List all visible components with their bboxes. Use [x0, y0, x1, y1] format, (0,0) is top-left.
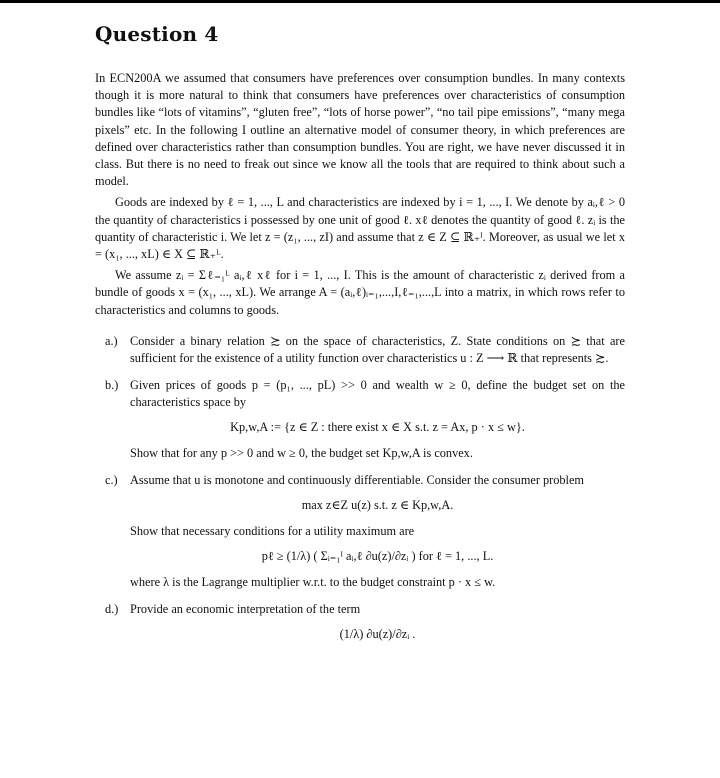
part-b-text: Given prices of goods p = (p₁, ..., pL) >> 0 and wealth w ≥ 0, define the budget set on the characteristics space by: [130, 377, 625, 409]
question-title: Question 4: [95, 22, 219, 46]
part-d: [95, 601, 625, 643]
part-c-mid: Show that necessary conditions for a utility maximum are: [130, 523, 415, 538]
intro-paragraph-2: Goods are indexed by ℓ = 1, ..., L and characteristics are indexed by i = 1, ..., I. We denote by aᵢ,ℓ > 0 the quantity of characteristics i possessed by one unit of good ℓ. xℓ denotes the quantity of good ℓ. zᵢ is the quantity of characteristic i. We let z = (z₁, ..., zI) and assume that z ∈ Z ⊆ ℝ₊ᴵ. Moreover, as usual we let x = (x₁, ..., xL) ∈ X ⊆ ℝ₊ᴸ.: [95, 195, 625, 262]
part-c-label: c.): [105, 472, 118, 487]
interpretation-term: (1/λ) ∂u(z)/∂zᵢ .: [339, 626, 416, 641]
part-b-tail: Show that for any p >> 0 and w ≥ 0, the budget set Kp,w,A is convex.: [130, 445, 473, 460]
question-parts: [95, 333, 625, 643]
necessary-conditions-equation: pℓ ≥ (1/λ) ( Σᵢ₌₁ᴵ aᵢ,ℓ ∂u(z)/∂zᵢ ) for ℓ = 1, ..., L.: [261, 548, 494, 563]
top-rule: [0, 0, 720, 3]
consumer-problem-equation: max z∈Z u(z) s.t. z ∈ Kp,w,A.: [301, 497, 454, 512]
part-c: [95, 472, 625, 591]
intro-paragraph-3: We assume zᵢ = Σℓ₌₁ᴸ aᵢ,ℓ xℓ for i = 1, ..., I. This is the amount of characteristic zᵢ derived from a bundle of goods x = (x₁, ..., xL). We arrange A = (aᵢ,ℓ)ᵢ₌₁,...,I,ℓ₌₁,...,L into a matrix, in which rows refer to characteristics and columns to goods.: [95, 268, 625, 317]
part-b: [95, 377, 625, 462]
part-d-text: Provide an economic interpretation of the term: [130, 601, 361, 616]
part-c-text: Assume that u is monotone and continuously differentiable. Consider the consumer problem: [130, 472, 584, 487]
part-a: [95, 333, 625, 367]
part-c-tail: where λ is the Lagrange multiplier w.r.t. to the budget constraint p · x ≤ w.: [130, 574, 496, 589]
budget-set-definition: Kp,w,A := {z ∈ Z : there exist x ∈ X s.t. z = Ax, p · x ≤ w}.: [230, 419, 525, 434]
part-d-label: d.): [105, 601, 119, 616]
part-b-label: b.): [105, 377, 119, 392]
part-a-text: Consider a binary relation ≿ on the space of characteristics, Z. State conditions on ≿ that are sufficient for the existence of a utility function over characteristics u : Z ⟶ ℝ that represents ≿.: [130, 333, 625, 365]
document-page: [95, 22, 625, 652]
intro-paragraph-1: In ECN200A we assumed that consumers have preferences over consumption bundles. In many contexts though it is more natural to think that consumers have preferences over characteristics of consumption bundles like “lots of vitamins”, “gluten free”, “lots of horse power”, “no tail pipe emissions”, “many mega pixels” etc. In the following I outline an alternative model of consumer theory, in which preferences are defined over characteristics rather than consumption bundles. You are right, we have never discussed it in class. But there is no need to freak out since we know all the tools that are required to think about such a model.: [95, 71, 625, 189]
part-a-label: a.): [105, 333, 118, 348]
